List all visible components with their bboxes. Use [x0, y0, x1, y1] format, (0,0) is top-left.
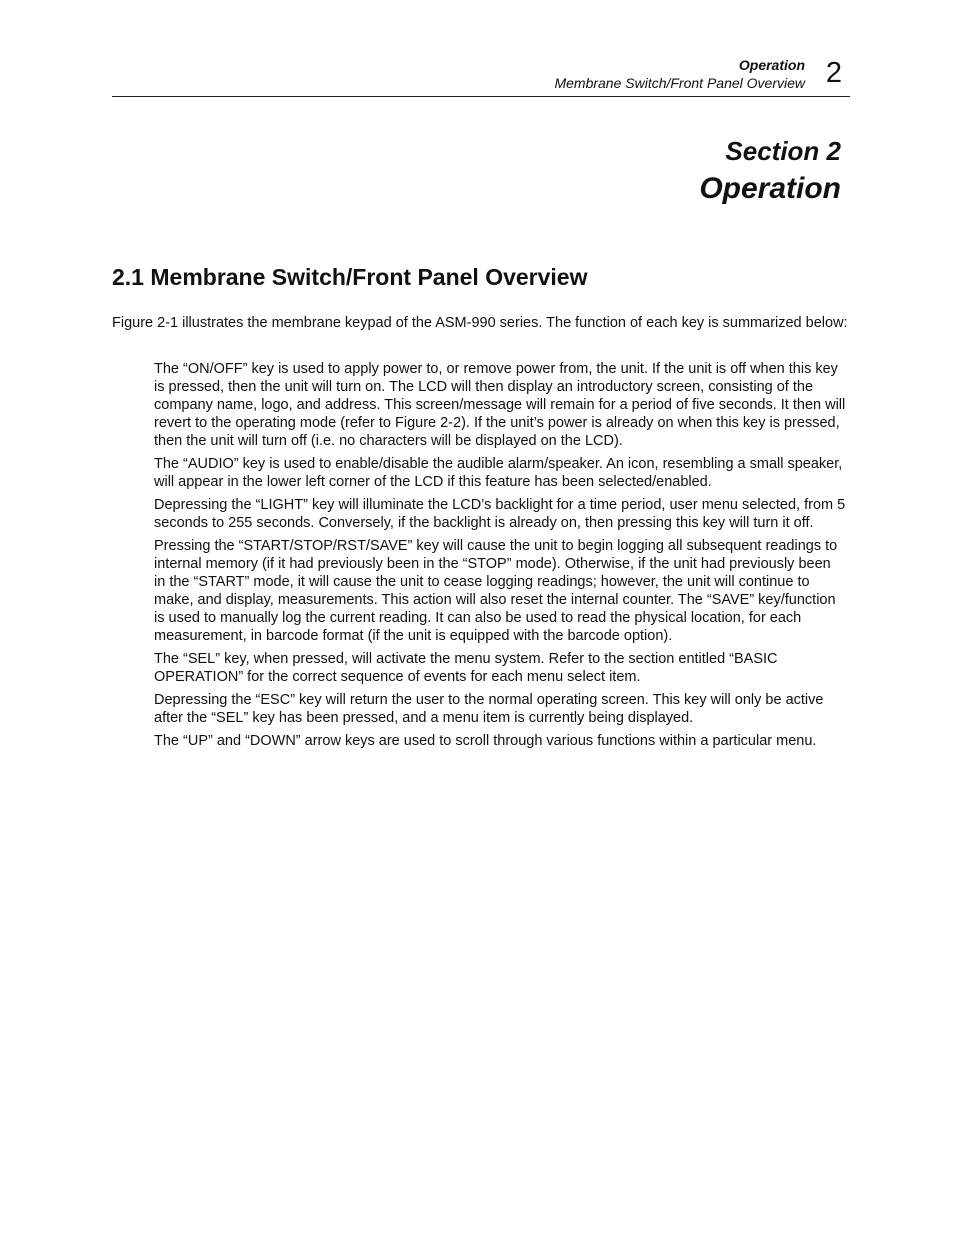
key-description-light: Depressing the “LIGHT” key will illuminate the LCD’s backlight for a time period, user menu selected, from 5 seconds to 255 seconds. Conversely, if the backlight is already on, then pressing this key will turn it off. [154, 497, 846, 531]
subsection-heading: 2.1 Membrane Switch/Front Panel Overview [112, 264, 588, 290]
running-header-text [554, 56, 805, 92]
section-title: Operation [699, 172, 841, 205]
key-description-on-off: The “ON/OFF” key is used to apply power to, or remove power from, the unit. If the unit is off when this key is pressed, then the unit will turn on. The LCD will then display an introductory screen, consisting of the company name, logo, and address. This screen/message will remain for a period of five seconds. It then will revert to the operating mode (refer to Figure 2-2). If the unit’s power is already on when this key is pressed, then the unit will turn off (i.e. no characters will be displayed on the LCD). [154, 361, 846, 449]
intro-paragraph: Figure 2-1 illustrates the membrane keypad of the ASM-990 series. The function of each key is summarized below: [112, 315, 848, 331]
running-header [112, 56, 850, 97]
key-description-audio: The “AUDIO” key is used to enable/disable the audible alarm/speaker. An icon, resembling a small speaker, will appear in the lower left corner of the LCD if this feature has been selected/enabled. [154, 456, 843, 490]
key-description-arrows: The “UP” and “DOWN” arrow keys are used to scroll through various functions within a particular menu. [154, 733, 817, 749]
key-description-list [154, 360, 846, 755]
key-description-sel: The “SEL” key, when pressed, will activate the menu system. Refer to the section entitled “BASIC OPERATION” for the correct sequence of events for each menu select item. [154, 651, 778, 685]
chapter-number: 2 [825, 57, 842, 89]
section-label: Section 2 [725, 136, 841, 166]
running-header-chapter: Operation [738, 57, 805, 73]
running-header-subtitle: Membrane Switch/Front Panel Overview [554, 75, 805, 91]
key-description-esc: Depressing the “ESC” key will return the user to the normal operating screen. This key will only be active after the “SEL” key has been pressed, and a menu item is currently being displayed. [154, 692, 824, 726]
key-description-start-stop: Pressing the “START/STOP/RST/SAVE” key will cause the unit to begin logging all subsequent readings to internal memory (if it had previously been in the “STOP” mode). Otherwise, if the unit had previously been in the “START” mode, it will cause the unit to cease logging readings; however, the unit will continue to make, and display, measurements. This action will also reset the internal counter. The “SAVE” key/function is used to manually log the current reading. It can also be used to read the physical location, for each measurement, in barcode format (if the unit is equipped with the barcode option). [154, 538, 838, 644]
section-title-block [699, 133, 841, 209]
